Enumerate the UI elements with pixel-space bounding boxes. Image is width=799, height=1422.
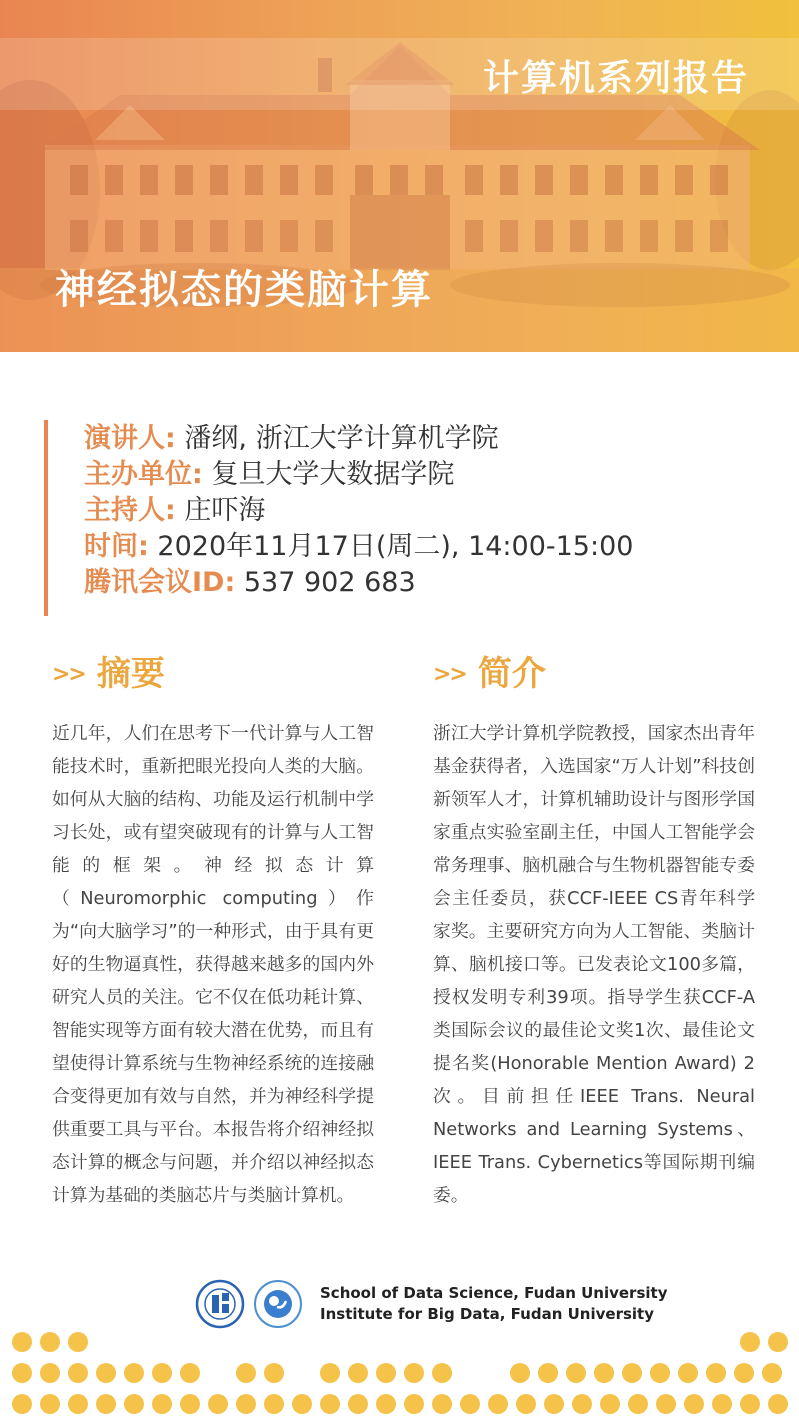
decorative-dot — [516, 1394, 536, 1414]
decorative-dot — [236, 1394, 256, 1414]
decorative-dot — [12, 1363, 32, 1383]
decorative-dot — [68, 1394, 88, 1414]
decorative-dot — [320, 1394, 340, 1414]
decorative-dot — [96, 1394, 116, 1414]
decorative-dot — [152, 1363, 172, 1383]
decorative-dot — [432, 1394, 452, 1414]
decorative-dot — [432, 1363, 452, 1383]
decorative-dot — [376, 1394, 396, 1414]
decorative-dot — [264, 1394, 284, 1414]
abstract-text: 近几年，人们在思考下一代计算与人工智能技术时，重新把眼光投向人类的大脑。如何从大脑的结构、功能及运行机制中学习长处，或有望突破现有的计算与人工智能的框架。神经拟态计算（Neuromorphic computing）作为“向大脑学习”的一种形式，由于具有更好的生物逼真性，获得越来越多的国内外研究人员的关注。它不仅在低功耗计算、智能实现等方面有较大潜在优势，而且有望使得计算系统与生物神经系统的连接融合变得更加有效与自然，并为神经科学提供重要工具与平台。本报告将介绍神经拟态计算的概念与问题，并介绍以神经拟态计算为基础的类脑芯片与类脑计算机。 — [52, 723, 374, 1206]
decorative-dots — [0, 1327, 799, 1422]
abstract-heading — [52, 650, 165, 698]
series-title: 计算机系列报告 — [482, 58, 749, 99]
decorative-dot — [734, 1363, 754, 1383]
organizer-label: 主办单位: — [84, 459, 203, 490]
organizer-row — [84, 457, 633, 493]
time-value: 2020年11月17日(周二), 14:00-15:00 — [157, 531, 634, 562]
decorative-dot — [768, 1332, 788, 1352]
time-row — [84, 529, 633, 565]
decorative-dot — [40, 1394, 60, 1414]
decorative-dot — [544, 1394, 564, 1414]
decorative-dot — [404, 1394, 424, 1414]
decorative-dot — [180, 1394, 200, 1414]
decorative-dot — [236, 1363, 256, 1383]
time-label: 时间: — [84, 531, 149, 562]
decorative-dot — [124, 1394, 144, 1414]
decorative-dot — [404, 1363, 424, 1383]
host-row — [84, 493, 633, 529]
decorative-dot — [12, 1394, 32, 1414]
speaker-label: 演讲人: — [84, 423, 176, 454]
decorative-dot — [656, 1394, 676, 1414]
decorative-dot — [180, 1363, 200, 1383]
decorative-dot — [684, 1394, 704, 1414]
decorative-dot — [292, 1394, 312, 1414]
decorative-dot — [706, 1363, 726, 1383]
decorative-dot — [96, 1363, 116, 1383]
decorative-dot — [264, 1363, 284, 1383]
info-accent-bar — [44, 420, 48, 616]
footer-line-2: Institute for Big Data, Fudan University — [320, 1305, 654, 1323]
organizer-value: 复旦大学大数据学院 — [211, 459, 455, 490]
decorative-dot — [68, 1332, 88, 1352]
meeting-id-label: 腾讯会议ID: — [84, 567, 236, 598]
decorative-dot — [768, 1394, 788, 1414]
decorative-dot — [762, 1363, 782, 1383]
decorative-dot — [40, 1332, 60, 1352]
host-label: 主持人: — [84, 495, 176, 526]
decorative-dot — [712, 1394, 732, 1414]
decorative-dot — [740, 1394, 760, 1414]
footer-line-1: School of Data Science, Fudan University — [320, 1284, 668, 1302]
decorative-dot — [152, 1394, 172, 1414]
speaker-value: 潘纲, 浙江大学计算机学院 — [184, 423, 499, 454]
footer-institutions — [320, 1283, 667, 1325]
meeting-id-value: 537 902 683 — [243, 567, 416, 598]
decorative-dot — [572, 1394, 592, 1414]
decorative-dot — [12, 1332, 32, 1352]
bio-heading — [433, 650, 546, 698]
decorative-dot — [348, 1363, 368, 1383]
decorative-dot — [488, 1394, 508, 1414]
chevron-right-icon: >> — [433, 662, 466, 687]
decorative-dot — [320, 1363, 340, 1383]
talk-title: 神经拟态的类脑计算 — [55, 267, 433, 313]
decorative-dot — [600, 1394, 620, 1414]
event-info — [84, 421, 633, 601]
chevron-right-icon: >> — [52, 662, 85, 687]
decorative-dot — [376, 1363, 396, 1383]
decorative-dot — [628, 1394, 648, 1414]
bio-heading-text: 简介 — [477, 654, 546, 694]
decorative-dot — [68, 1363, 88, 1383]
decorative-dot — [348, 1394, 368, 1414]
decorative-dot — [510, 1363, 530, 1383]
decorative-dot — [740, 1332, 760, 1352]
fudan-seal-icon — [195, 1279, 245, 1329]
decorative-dot — [40, 1363, 60, 1383]
speaker-row — [84, 421, 633, 457]
big-data-institute-icon — [253, 1279, 303, 1329]
decorative-dot — [650, 1363, 670, 1383]
decorative-dot — [124, 1363, 144, 1383]
decorative-dot — [566, 1363, 586, 1383]
decorative-dot — [622, 1363, 642, 1383]
bio-text: 浙江大学计算机学院教授，国家杰出青年基金获得者，入选国家“万人计划”科技创新领军人才，计算机辅助设计与图形学国家重点实验室副主任，中国人工智能学会常务理事、脑机融合与生物机器智能专委会主任委员，获CCF-IEEE CS青年科学家奖。主要研究方向为人工智能、类脑计算、脑机接口等。已发表论文100多篇，授权发明专利39项。指导学生获CCF-A类国际会议的最佳论文奖1次、最佳论文提名奖(Honorable Mention Award) 2次。目前担任IEEE Trans. Neural Networks and Learning Systems、IEEE Trans. Cybernetics等国际期刊编委。 — [433, 723, 755, 1206]
decorative-dot — [208, 1394, 228, 1414]
decorative-dot — [594, 1363, 614, 1383]
meeting-id-row — [84, 565, 633, 601]
decorative-dot — [678, 1363, 698, 1383]
decorative-dot — [460, 1394, 480, 1414]
abstract-heading-text: 摘要 — [96, 654, 165, 694]
host-value: 庄吓海 — [184, 495, 266, 526]
header-banner — [0, 0, 799, 352]
decorative-dot — [538, 1363, 558, 1383]
